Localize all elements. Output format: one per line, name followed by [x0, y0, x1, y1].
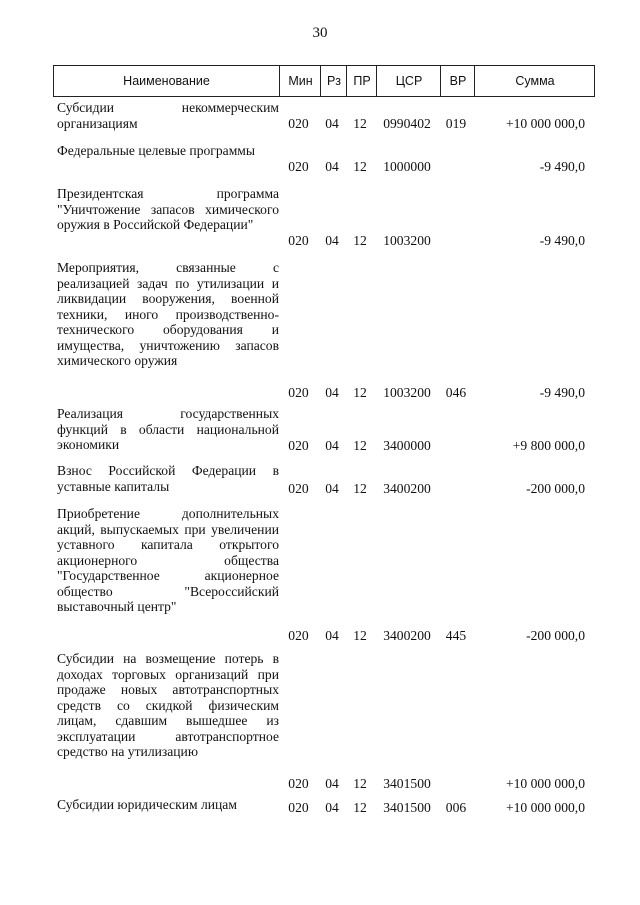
row-min: 020: [288, 437, 309, 453]
row-pr: 12: [353, 384, 367, 400]
row-csr: 3400000: [383, 437, 431, 453]
row-sum: +9 800 000,0: [512, 437, 585, 453]
table-header: [53, 65, 595, 97]
header-vr: ВР: [440, 66, 475, 96]
row-pr: 12: [353, 480, 367, 496]
row-pr: 12: [353, 799, 367, 815]
row-sum: -9 490,0: [539, 158, 585, 174]
row-sum: +10 000 000,0: [505, 775, 585, 791]
row-min: 020: [288, 627, 309, 643]
row-min: 020: [288, 158, 309, 174]
row-name: Субсидии на возмещение потерь в доходах торговых организаций при продаже новых автотранспортных средств со скидкой физическим лицам, сдавшим вышедшее из эксплуатации автотранспортное средство на утилизацию: [57, 651, 279, 759]
row-min: 020: [288, 480, 309, 496]
table-row: [53, 143, 595, 174]
row-rz: 04: [325, 115, 339, 131]
table-row: [53, 260, 595, 400]
row-sum: -200 000,0: [526, 627, 585, 643]
row-sum: +10 000 000,0: [505, 115, 585, 131]
header-csr: ЦСР: [376, 66, 441, 96]
row-pr: 12: [353, 775, 367, 791]
row-rz: 04: [325, 384, 339, 400]
row-sum: -9 490,0: [539, 232, 585, 248]
row-csr: 3401500: [383, 775, 431, 791]
row-csr: 1003200: [383, 384, 431, 400]
row-min: 020: [288, 775, 309, 791]
header-sum: Сумма: [474, 66, 595, 96]
row-csr: 1000000: [383, 158, 431, 174]
row-name: Субсидии некоммерческим организациям: [57, 100, 279, 131]
row-rz: 04: [325, 775, 339, 791]
row-name: Мероприятия, связанные с реализацией задач по утилизации и ликвидации вооружения, военной техники, иного производственно-технического оборудования и имущества, уничтожению запасов химического оружия: [57, 260, 279, 368]
header-min: Мин: [279, 66, 321, 96]
row-pr: 12: [353, 437, 367, 453]
row-vr: 445: [445, 627, 467, 643]
budget-table: [53, 65, 595, 815]
row-rz: 04: [325, 158, 339, 174]
row-name: Президентская программа "Уничтожение запасов химического оружия в Российской Федерации": [57, 186, 279, 232]
row-csr: 0990402: [383, 115, 431, 131]
table-row: [53, 186, 595, 248]
row-rz: 04: [325, 232, 339, 248]
row-vr: 019: [445, 115, 467, 131]
row-csr: 3401500: [383, 799, 431, 815]
header-pr: ПР: [346, 66, 377, 96]
row-sum: -9 490,0: [539, 384, 585, 400]
row-name: Реализация государственных функций в области национальной экономики: [57, 406, 279, 452]
row-min: 020: [288, 384, 309, 400]
row-pr: 12: [353, 627, 367, 643]
table-row: [53, 100, 595, 131]
row-sum: -200 000,0: [526, 480, 585, 496]
row-csr: 3400200: [383, 627, 431, 643]
row-rz: 04: [325, 799, 339, 815]
table-row: [53, 797, 595, 815]
row-sum: +10 000 000,0: [505, 799, 585, 815]
row-pr: 12: [353, 115, 367, 131]
row-name: Субсидии юридическим лицам: [57, 797, 237, 812]
row-name: Приобретение дополнительных акций, выпускаемых при увеличении уставного капитала открытого акционерного общества "Государственное акционерное общество "Всероссийский выставочный центр": [57, 506, 279, 614]
header-rz: Рз: [320, 66, 347, 96]
row-rz: 04: [325, 437, 339, 453]
page-number: 30: [312, 25, 328, 41]
table-row: [53, 463, 595, 496]
row-vr: 046: [445, 384, 467, 400]
row-csr: 3400200: [383, 480, 431, 496]
row-pr: 12: [353, 158, 367, 174]
table-row: [53, 406, 595, 453]
row-rz: 04: [325, 627, 339, 643]
row-min: 020: [288, 115, 309, 131]
row-pr: 12: [353, 232, 367, 248]
row-min: 020: [288, 799, 309, 815]
header-name: Наименование: [123, 74, 210, 88]
row-min: 020: [288, 232, 309, 248]
row-csr: 1003200: [383, 232, 431, 248]
row-rz: 04: [325, 480, 339, 496]
row-name: Взнос Российской Федерации в уставные капиталы: [57, 463, 279, 494]
table-row: [53, 651, 595, 791]
row-name: Федеральные целевые программы: [57, 143, 256, 158]
row-vr: 006: [445, 799, 467, 815]
table-row: [53, 506, 595, 643]
